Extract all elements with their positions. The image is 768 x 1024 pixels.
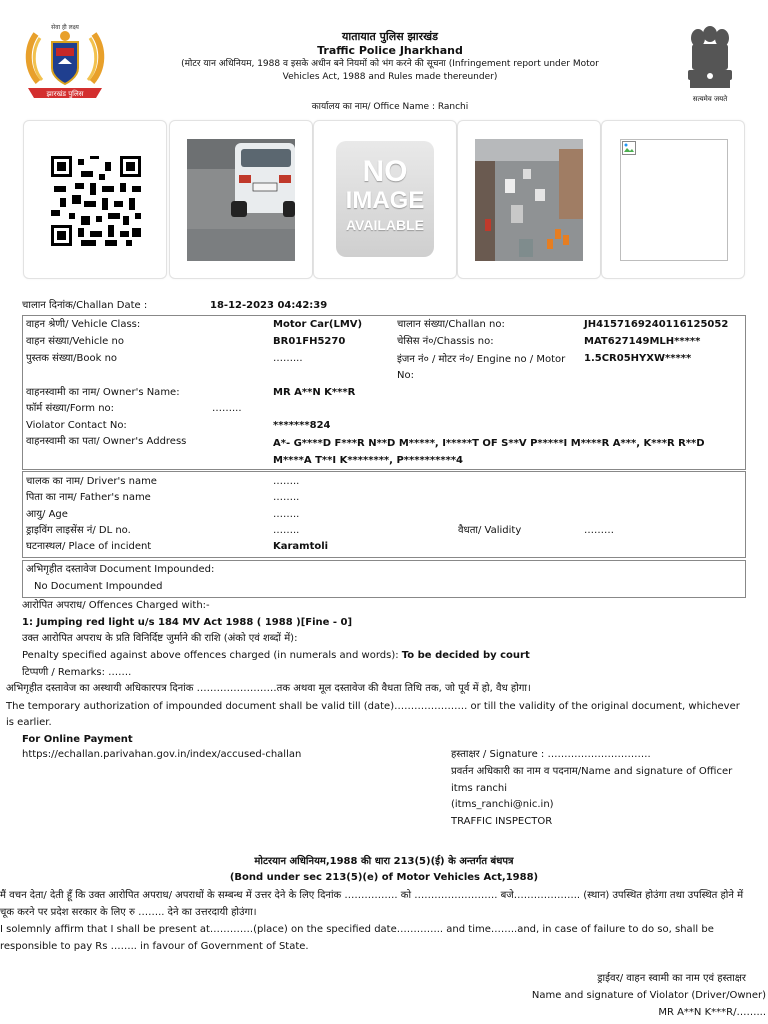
offence-item: 1: Jumping red light u/s 184 MV Act 1988 ( 1988 )[Fine - 0] bbox=[22, 617, 353, 628]
logo-banner-text: झारखंड पुलिस bbox=[46, 90, 84, 98]
vehicle-photo bbox=[187, 139, 295, 261]
validity-label: वैधता/ Validity bbox=[458, 525, 522, 536]
header-description: (मोटर यान अधिनियम, 1988 व इसके अधीन बने नियमों को भंग करने की सूचना (Infringement report under Motor Vehicles Act, 1988 and Rules made thereunder) bbox=[181, 59, 599, 82]
penalty-label bbox=[22, 649, 530, 663]
dl-no-value: …….. bbox=[273, 525, 300, 536]
form-no-value: ……... bbox=[212, 403, 242, 414]
challan-date-label: चालान दिनांक/Challan Date : bbox=[22, 300, 148, 311]
vehicle-class-value: Motor Car(LMV) bbox=[273, 319, 363, 330]
engine-value: 1.5CR05HYXW***** bbox=[584, 353, 692, 364]
jharkhand-police-logo bbox=[22, 20, 108, 102]
owner-name-label: वाहनस्वामी का नाम/ Owner's Name: bbox=[26, 387, 180, 398]
validity-note-english: The temporary authorization of impounded document shall be valid till (date)…………………. or till the validity of the original document, whichever is earlier. bbox=[6, 701, 740, 728]
place-of-incident-label: घटनास्थल/ Place of incident bbox=[26, 541, 152, 552]
header-title: यातायात पुलिस झारखंड bbox=[341, 30, 439, 43]
age-label: आयु/ Age bbox=[26, 509, 68, 520]
qr-code-card bbox=[23, 120, 167, 279]
driver-name-value: …….. bbox=[273, 476, 300, 487]
bond-heading-hindi: मोटरयान अधिनियम,1988 की धारा 213(5)(ई) के अन्तर्गत बंधपत्र bbox=[254, 856, 514, 867]
broken-image-frame bbox=[620, 139, 728, 261]
officer-name: itms ranchi bbox=[451, 783, 508, 794]
challan-date-value: 18-12-2023 04:42:39 bbox=[210, 300, 328, 311]
traffic-junction-photo bbox=[475, 139, 583, 261]
book-no-label: पुस्तक संख्या/Book no bbox=[26, 353, 118, 364]
national-emblem bbox=[680, 20, 740, 106]
dl-no-label: ड्राइविंग लाइसेंस नं/ DL no. bbox=[26, 525, 131, 536]
penalty-label-hindi: उक्त आरोपित अपराध के प्रति विनिर्दिष्ट जुर्माने की राशि (अंको एवं शब्दों में): bbox=[22, 633, 298, 644]
qr-code-image bbox=[51, 151, 141, 251]
violator-label-english: Name and signature of Violator (Driver/Owner) bbox=[531, 990, 766, 1001]
challan-no-label: चालान संख्या/Challan no: bbox=[397, 319, 505, 330]
no-image-placeholder bbox=[336, 141, 434, 257]
driver-name-label: चालक का नाम/ Driver's name bbox=[26, 476, 157, 487]
officer-designation: TRAFFIC INSPECTOR bbox=[451, 816, 553, 827]
online-payment-heading: For Online Payment bbox=[22, 734, 133, 745]
online-payment-link[interactable]: https://echallan.parivahan.gov.in/index/accused-challan bbox=[22, 749, 302, 760]
owner-address-label: वाहनस्वामी का पता/ Owner's Address bbox=[26, 436, 187, 447]
validity-note-hindi: अभिगृहीत दस्तावेज का अस्थायी अधिकारपत्र दिनांक ……………………तक अथवा मूल दस्तावेज की वैधता तिथि तक, जो पूर्व में हो, वैध होगा। bbox=[6, 683, 531, 694]
header-subtitle: Traffic Police Jharkhand bbox=[317, 44, 463, 57]
document-impounded-value: No Document Impounded bbox=[34, 581, 163, 592]
bond-text-english: I solemnly affirm that I shall be present at………….(place) on the specified date………….. and time……..and, in case of failure to do so, shall be responsible to pay Rs …….. in favour of Government of State. bbox=[0, 924, 714, 952]
remarks: टिप्पणी / Remarks: ……. bbox=[22, 667, 132, 678]
no-image-line-1: NO bbox=[362, 155, 408, 188]
penalty-value: To be decided by court bbox=[401, 650, 530, 661]
vehicle-class-label: वाहन श्रेणी/ Vehicle Class: bbox=[26, 319, 141, 330]
bond-heading-english: (Bond under sec 213(5)(e) of Motor Vehicles Act,1988) bbox=[229, 872, 539, 883]
challan-no-value: JH415716924011612505​2 bbox=[584, 319, 729, 330]
no-image-line-3: AVAILABLE bbox=[345, 217, 425, 233]
vehicle-no-label: वाहन संख्या/Vehicle no bbox=[26, 336, 124, 347]
place-of-incident-value: Karamtoli bbox=[273, 541, 329, 552]
photo-card-broken bbox=[601, 120, 745, 279]
age-value: …….. bbox=[273, 509, 300, 520]
owner-name-value: MR A**N K***R bbox=[273, 387, 356, 398]
photo-card-vehicle bbox=[169, 120, 313, 279]
officer-signature: हस्ताक्षर / Signature : …………………………. bbox=[451, 749, 651, 760]
chassis-value: MAT627149MLH***** bbox=[584, 336, 701, 347]
vehicle-no-value: BR01FH5270 bbox=[273, 336, 346, 347]
validity-value: ……… bbox=[584, 525, 614, 536]
broken-image-icon bbox=[622, 141, 636, 155]
chassis-label: चेसिस नं०/Chassis no: bbox=[397, 336, 494, 347]
no-image-line-2: IMAGE bbox=[345, 187, 425, 214]
book-no-value: ……... bbox=[273, 353, 303, 364]
owner-address-value: A*- G****D F***R N**D M*****, I*****T OF S**V P*****I M****R A***, K***R R**D M****A T**I K********, P**********4 bbox=[273, 438, 705, 466]
form-no-label: फॉर्म संख्या/Form no: bbox=[26, 403, 115, 414]
penalty-label-english: Penalty specified against above offences charged (in numerals and words): bbox=[22, 650, 402, 661]
father-name-label: पिता का नाम/ Father's name bbox=[26, 492, 151, 503]
photo-card-junction bbox=[457, 120, 601, 279]
violator-name: MR A**N K***R/……... bbox=[658, 1007, 766, 1018]
office-name: कार्यालय का नाम/ Office Name : Ranchi bbox=[311, 102, 469, 112]
violator-label-hindi: ड्राईवर/ वाहन स्वामी का नाम एवं हस्ताक्षर bbox=[597, 973, 746, 984]
offences-label: आरोपित अपराध/ Offences Charged with:- bbox=[22, 600, 210, 611]
logo-motto-text: सेवा ही लक्ष्य bbox=[51, 24, 79, 31]
emblem-motto: सत्यमेव जयते bbox=[692, 95, 728, 103]
violator-contact-value: *******824 bbox=[273, 420, 331, 431]
engine-label: इंजन नं० / मोटर नं०/ Engine no / Motor No: bbox=[397, 354, 566, 381]
photo-card-no-image bbox=[313, 120, 457, 279]
document-impounded-label: अभिगृहीत दस्तावेज Document Impounded: bbox=[26, 564, 215, 575]
father-name-value: …….. bbox=[273, 492, 300, 503]
officer-name-label: प्रवर्तन अधिकारी का नाम व पदनाम/Name and signature of Officer bbox=[451, 766, 733, 777]
officer-email: (itms_ranchi@nic.in) bbox=[451, 799, 554, 810]
bond-text-hindi: मैं वचन देता/ देती हूँ कि उक्त आरोपित अपराध/ अपराधों के सम्बन्ध में उत्तर देने के लिए दिनांक ……………. को ……………………. बजे……………….. (स्थान) उपस्थित होउंगा तथा उपस्थित होने में चूक करने पर प्रदेश सरकार के लिए रु …….. देने का उत्तरदायी होउंगा। bbox=[0, 890, 744, 918]
violator-contact-label: Violator Contact No: bbox=[26, 420, 127, 431]
